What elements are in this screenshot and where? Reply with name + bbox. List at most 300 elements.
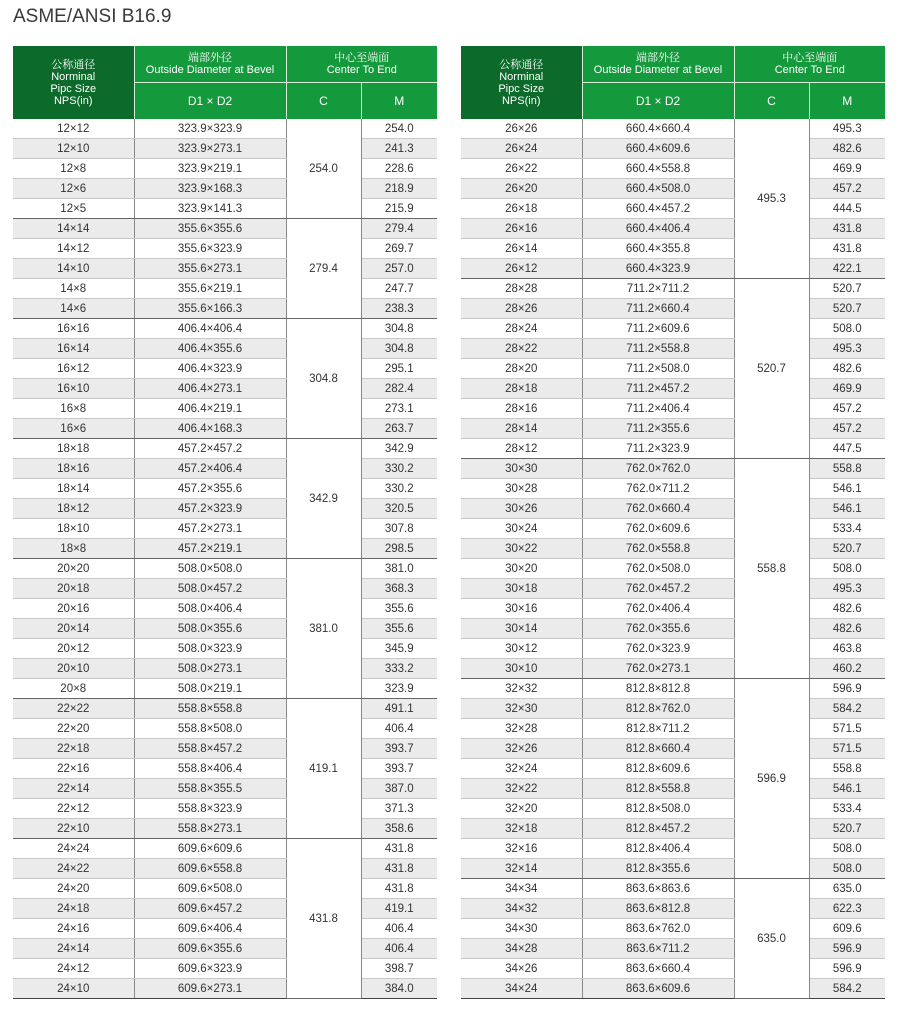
nps-cell: 34×32 (461, 899, 582, 919)
center-m-cell: 398.7 (361, 959, 437, 979)
outside-diameter-cell: 660.4×609.6 (582, 139, 734, 159)
outside-diameter-cell: 609.6×406.4 (134, 919, 286, 939)
center-m-cell: 431.8 (361, 859, 437, 879)
table-row (461, 799, 885, 819)
outside-diameter-cell: 762.0×711.2 (582, 479, 734, 499)
nps-cell: 12×8 (13, 159, 134, 179)
nps-cell: 28×16 (461, 399, 582, 419)
outside-diameter-cell: 660.4×508.0 (582, 179, 734, 199)
outside-diameter-cell: 558.8×406.4 (134, 759, 286, 779)
center-m-cell: 596.9 (809, 679, 885, 699)
table-row (13, 599, 437, 619)
outside-diameter-cell: 812.8×660.4 (582, 739, 734, 759)
nps-cell: 22×18 (13, 739, 134, 759)
center-m-cell: 596.9 (809, 939, 885, 959)
outside-diameter-cell: 609.6×609.6 (134, 839, 286, 859)
table-row (461, 819, 885, 839)
table-row (461, 119, 885, 139)
table-row (461, 899, 885, 919)
center-m-cell: 355.6 (361, 619, 437, 639)
table-row (461, 359, 885, 379)
center-m-cell: 330.2 (361, 459, 437, 479)
center-m-cell: 371.3 (361, 799, 437, 819)
outside-diameter-cell: 711.2×355.6 (582, 419, 734, 439)
nps-cell: 20×10 (13, 659, 134, 679)
table-row (13, 159, 437, 179)
center-c-cell: 596.9 (734, 679, 809, 879)
center-m-cell: 508.0 (809, 319, 885, 339)
center-m-cell: 345.9 (361, 639, 437, 659)
table-row (13, 759, 437, 779)
table-row (13, 779, 437, 799)
nps-cell: 28×12 (461, 439, 582, 459)
outside-diameter-cell: 762.0×406.4 (582, 599, 734, 619)
table-row (461, 879, 885, 899)
table-row (13, 359, 437, 379)
table-row (13, 679, 437, 699)
table-row (13, 699, 437, 719)
nps-cell: 26×24 (461, 139, 582, 159)
c-header: C (286, 83, 361, 120)
c-header: C (734, 83, 809, 120)
center-to-end-header-cn: 中心至端面 (334, 52, 390, 64)
table-row (13, 119, 437, 139)
outside-diameter-cell: 457.2×457.2 (134, 439, 286, 459)
nps-cell: 32×14 (461, 859, 582, 879)
table-row (13, 859, 437, 879)
table-row (461, 139, 885, 159)
center-m-cell: 457.2 (809, 419, 885, 439)
outside-diameter-cell: 609.6×508.0 (134, 879, 286, 899)
outside-diameter-cell: 660.4×660.4 (582, 119, 734, 139)
outside-diameter-cell: 457.2×219.1 (134, 539, 286, 559)
nps-cell: 24×10 (13, 979, 134, 999)
outside-diameter-cell: 812.8×762.0 (582, 699, 734, 719)
outside-diameter-cell: 457.2×406.4 (134, 459, 286, 479)
outside-diameter-cell: 711.2×558.8 (582, 339, 734, 359)
table-row (13, 559, 437, 579)
center-m-cell: 330.2 (361, 479, 437, 499)
center-m-cell: 546.1 (809, 499, 885, 519)
outside-diameter-cell: 609.6×355.6 (134, 939, 286, 959)
outside-diameter-cell: 660.4×323.9 (582, 259, 734, 279)
nps-cell: 30×10 (461, 659, 582, 679)
table-row (13, 259, 437, 279)
outside-diameter-cell: 762.0×558.8 (582, 539, 734, 559)
center-to-end-header-en: Center To End (326, 64, 397, 76)
center-m-cell: 457.2 (809, 179, 885, 199)
outside-diameter-cell: 558.8×457.2 (134, 739, 286, 759)
nps-cell: 34×34 (461, 879, 582, 899)
nps-cell: 32×18 (461, 819, 582, 839)
table-row (461, 319, 885, 339)
table-row (461, 479, 885, 499)
outside-diameter-cell: 762.0×355.6 (582, 619, 734, 639)
outside-diameter-cell: 711.2×609.6 (582, 319, 734, 339)
center-m-cell: 241.3 (361, 139, 437, 159)
center-to-end-header-cn: 中心至端面 (782, 52, 838, 64)
outside-diameter-cell: 508.0×457.2 (134, 579, 286, 599)
outside-diameter-cell: 711.2×323.9 (582, 439, 734, 459)
table-row (13, 539, 437, 559)
table-row (461, 339, 885, 359)
center-m-cell: 298.5 (361, 539, 437, 559)
nps-header-en2: Pipc Size (50, 82, 97, 95)
nps-cell: 20×8 (13, 679, 134, 699)
outside-diameter-cell: 355.6×219.1 (134, 279, 286, 299)
nps-cell: 12×12 (13, 119, 134, 139)
table-row (461, 159, 885, 179)
nps-cell: 18×18 (13, 439, 134, 459)
center-m-cell: 533.4 (809, 519, 885, 539)
od-header (134, 46, 286, 83)
center-m-cell: 320.5 (361, 499, 437, 519)
table-row (13, 839, 437, 859)
center-m-cell: 381.0 (361, 559, 437, 579)
outside-diameter-cell: 508.0×355.6 (134, 619, 286, 639)
table-row (461, 239, 885, 259)
outside-diameter-cell: 660.4×406.4 (582, 219, 734, 239)
table-row (13, 479, 437, 499)
outside-diameter-cell: 457.2×355.6 (134, 479, 286, 499)
nps-cell: 14×8 (13, 279, 134, 299)
outside-diameter-cell: 812.8×558.8 (582, 779, 734, 799)
center-m-cell: 393.7 (361, 739, 437, 759)
nps-header-en2: Pipc Size (498, 82, 545, 95)
table-row (461, 219, 885, 239)
outside-diameter-cell: 812.8×508.0 (582, 799, 734, 819)
outside-diameter-cell: 355.6×166.3 (134, 299, 286, 319)
center-m-cell: 520.7 (809, 299, 885, 319)
nps-cell: 26×26 (461, 119, 582, 139)
table-row (13, 899, 437, 919)
outside-diameter-cell: 863.6×609.6 (582, 979, 734, 999)
center-c-cell: 254.0 (286, 119, 361, 219)
nps-cell: 22×16 (13, 759, 134, 779)
table-row (13, 959, 437, 979)
nps-cell: 32×32 (461, 679, 582, 699)
center-m-cell: 304.8 (361, 319, 437, 339)
center-m-cell: 635.0 (809, 879, 885, 899)
center-c-cell: 381.0 (286, 559, 361, 699)
od-header-en: Outside Diameter at Bevel (593, 64, 723, 76)
od-header-cn: 端部外径 (636, 52, 680, 64)
outside-diameter-cell: 558.8×323.9 (134, 799, 286, 819)
outside-diameter-cell: 406.4×355.6 (134, 339, 286, 359)
table-row (13, 199, 437, 219)
nps-cell: 32×28 (461, 719, 582, 739)
table-row (461, 459, 885, 479)
center-m-cell: 469.9 (809, 379, 885, 399)
outside-diameter-cell: 762.0×457.2 (582, 579, 734, 599)
center-m-cell: 238.3 (361, 299, 437, 319)
nps-cell: 28×20 (461, 359, 582, 379)
nps-cell: 22×20 (13, 719, 134, 739)
outside-diameter-cell: 711.2×406.4 (582, 399, 734, 419)
center-m-cell: 508.0 (809, 859, 885, 879)
nps-cell: 20×16 (13, 599, 134, 619)
nps-cell: 26×22 (461, 159, 582, 179)
outside-diameter-cell: 863.6×711.2 (582, 939, 734, 959)
center-m-cell: 622.3 (809, 899, 885, 919)
outside-diameter-cell: 609.6×273.1 (134, 979, 286, 999)
nps-cell: 14×10 (13, 259, 134, 279)
center-m-cell: 279.4 (361, 219, 437, 239)
outside-diameter-cell: 812.8×355.6 (582, 859, 734, 879)
outside-diameter-cell: 812.8×711.2 (582, 719, 734, 739)
outside-diameter-cell: 762.0×762.0 (582, 459, 734, 479)
outside-diameter-cell: 711.2×660.4 (582, 299, 734, 319)
outside-diameter-cell: 863.6×863.6 (582, 879, 734, 899)
table-row (13, 379, 437, 399)
outside-diameter-cell: 812.8×406.4 (582, 839, 734, 859)
center-m-cell: 520.7 (809, 539, 885, 559)
table-row (461, 839, 885, 859)
nps-cell: 22×10 (13, 819, 134, 839)
center-m-cell: 508.0 (809, 839, 885, 859)
outside-diameter-cell: 457.2×323.9 (134, 499, 286, 519)
center-m-cell: 558.8 (809, 459, 885, 479)
center-c-cell: 431.8 (286, 839, 361, 999)
outside-diameter-cell: 609.6×558.8 (134, 859, 286, 879)
center-c-cell: 279.4 (286, 219, 361, 319)
center-m-cell: 491.1 (361, 699, 437, 719)
outside-diameter-cell: 863.6×660.4 (582, 959, 734, 979)
table-row (461, 599, 885, 619)
center-m-cell: 482.6 (809, 619, 885, 639)
table-row (461, 719, 885, 739)
center-m-cell: 469.9 (809, 159, 885, 179)
center-m-cell: 495.3 (809, 579, 885, 599)
nps-cell: 34×30 (461, 919, 582, 939)
nps-cell: 32×22 (461, 779, 582, 799)
nps-cell: 24×24 (13, 839, 134, 859)
nps-cell: 20×20 (13, 559, 134, 579)
outside-diameter-cell: 406.4×168.3 (134, 419, 286, 439)
center-m-cell: 355.6 (361, 599, 437, 619)
center-m-cell: 460.2 (809, 659, 885, 679)
table-row (13, 519, 437, 539)
m-header: M (809, 83, 885, 120)
center-m-cell: 558.8 (809, 759, 885, 779)
center-m-cell: 533.4 (809, 799, 885, 819)
nps-cell: 20×12 (13, 639, 134, 659)
center-m-cell: 520.7 (809, 279, 885, 299)
outside-diameter-cell: 508.0×273.1 (134, 659, 286, 679)
table-row (461, 299, 885, 319)
outside-diameter-cell: 558.8×273.1 (134, 819, 286, 839)
outside-diameter-cell: 355.6×323.9 (134, 239, 286, 259)
outside-diameter-cell: 660.4×457.2 (582, 199, 734, 219)
nps-cell: 30×20 (461, 559, 582, 579)
center-m-cell: 247.7 (361, 279, 437, 299)
nps-cell: 18×14 (13, 479, 134, 499)
outside-diameter-cell: 406.4×406.4 (134, 319, 286, 339)
center-m-cell: 228.6 (361, 159, 437, 179)
table-row (461, 639, 885, 659)
nps-cell: 32×16 (461, 839, 582, 859)
table-row (13, 819, 437, 839)
center-m-cell: 307.8 (361, 519, 437, 539)
center-m-cell: 257.0 (361, 259, 437, 279)
center-c-cell: 520.7 (734, 279, 809, 459)
center-c-cell: 342.9 (286, 439, 361, 559)
nps-header-en3: NPS(in) (53, 94, 93, 107)
table-row (13, 399, 437, 419)
outside-diameter-cell: 355.6×355.6 (134, 219, 286, 239)
table-row (461, 919, 885, 939)
outside-diameter-cell: 762.0×323.9 (582, 639, 734, 659)
table-row (461, 179, 885, 199)
center-m-cell: 387.0 (361, 779, 437, 799)
center-to-end-header (286, 46, 437, 83)
nps-cell: 24×18 (13, 899, 134, 919)
table-row (461, 979, 885, 999)
table-row (461, 559, 885, 579)
table-row (461, 499, 885, 519)
center-m-cell: 333.2 (361, 659, 437, 679)
center-m-cell: 254.0 (361, 119, 437, 139)
nps-header-cn: 公称通径 (499, 58, 544, 71)
center-m-cell: 406.4 (361, 719, 437, 739)
outside-diameter-cell: 558.8×355.5 (134, 779, 286, 799)
nps-header (461, 46, 582, 119)
table-row (461, 679, 885, 699)
table-row (461, 519, 885, 539)
center-to-end-header-en: Center To End (774, 64, 845, 76)
center-m-cell: 406.4 (361, 939, 437, 959)
table-row (461, 419, 885, 439)
outside-diameter-cell: 508.0×508.0 (134, 559, 286, 579)
center-m-cell: 482.6 (809, 139, 885, 159)
nps-cell: 14×6 (13, 299, 134, 319)
nps-cell: 16×16 (13, 319, 134, 339)
od-header-en: Outside Diameter at Bevel (145, 64, 275, 76)
table-row (461, 659, 885, 679)
center-m-cell: 463.8 (809, 639, 885, 659)
nps-cell: 12×5 (13, 199, 134, 219)
outside-diameter-cell: 508.0×323.9 (134, 639, 286, 659)
table-row (461, 399, 885, 419)
center-m-cell: 457.2 (809, 399, 885, 419)
nps-cell: 30×26 (461, 499, 582, 519)
center-c-cell: 419.1 (286, 699, 361, 839)
center-c-cell: 558.8 (734, 459, 809, 679)
table-row (13, 339, 437, 359)
center-m-cell: 482.6 (809, 359, 885, 379)
table-row (13, 639, 437, 659)
nps-cell: 32×30 (461, 699, 582, 719)
nps-cell: 16×10 (13, 379, 134, 399)
outside-diameter-cell: 323.9×273.1 (134, 139, 286, 159)
nps-cell: 28×24 (461, 319, 582, 339)
outside-diameter-cell: 323.9×141.3 (134, 199, 286, 219)
nps-cell: 16×8 (13, 399, 134, 419)
center-m-cell: 571.5 (809, 739, 885, 759)
m-header: M (361, 83, 437, 120)
outside-diameter-cell: 812.8×609.6 (582, 759, 734, 779)
center-m-cell: 546.1 (809, 479, 885, 499)
od-header (582, 46, 734, 83)
nps-cell: 28×22 (461, 339, 582, 359)
nps-cell: 28×18 (461, 379, 582, 399)
nps-cell: 16×12 (13, 359, 134, 379)
table-row (13, 739, 437, 759)
center-m-cell: 273.1 (361, 399, 437, 419)
outside-diameter-cell: 762.0×273.1 (582, 659, 734, 679)
outside-diameter-cell: 711.2×711.2 (582, 279, 734, 299)
outside-diameter-cell: 762.0×609.6 (582, 519, 734, 539)
outside-diameter-cell: 323.9×168.3 (134, 179, 286, 199)
center-m-cell: 269.7 (361, 239, 437, 259)
outside-diameter-cell: 323.9×323.9 (134, 119, 286, 139)
table-row (461, 859, 885, 879)
nps-cell: 12×10 (13, 139, 134, 159)
center-m-cell: 431.8 (809, 239, 885, 259)
center-m-cell: 431.8 (361, 879, 437, 899)
nps-cell: 32×20 (461, 799, 582, 819)
outside-diameter-cell: 863.6×812.8 (582, 899, 734, 919)
outside-diameter-cell: 711.2×457.2 (582, 379, 734, 399)
outside-diameter-cell: 609.6×323.9 (134, 959, 286, 979)
center-m-cell: 520.7 (809, 819, 885, 839)
nps-cell: 32×26 (461, 739, 582, 759)
outside-diameter-cell: 812.8×812.8 (582, 679, 734, 699)
nps-cell: 30×22 (461, 539, 582, 559)
nps-cell: 26×18 (461, 199, 582, 219)
outside-diameter-cell: 508.0×406.4 (134, 599, 286, 619)
nps-header (13, 46, 134, 119)
reducer-table-left (13, 46, 437, 999)
table-row (13, 799, 437, 819)
center-m-cell: 282.4 (361, 379, 437, 399)
reducer-table-right-body (461, 119, 885, 999)
center-c-cell: 304.8 (286, 319, 361, 439)
nps-cell: 30×14 (461, 619, 582, 639)
nps-cell: 16×6 (13, 419, 134, 439)
table-row (13, 579, 437, 599)
nps-cell: 30×16 (461, 599, 582, 619)
nps-cell: 28×28 (461, 279, 582, 299)
nps-cell: 14×12 (13, 239, 134, 259)
center-m-cell: 609.6 (809, 919, 885, 939)
outside-diameter-cell: 558.8×558.8 (134, 699, 286, 719)
outside-diameter-cell: 406.4×323.9 (134, 359, 286, 379)
center-m-cell: 393.7 (361, 759, 437, 779)
nps-cell: 34×28 (461, 939, 582, 959)
nps-cell: 26×20 (461, 179, 582, 199)
center-m-cell: 215.9 (361, 199, 437, 219)
table-row (461, 259, 885, 279)
table-row (461, 759, 885, 779)
outside-diameter-cell: 508.0×219.1 (134, 679, 286, 699)
od-header-cn: 端部外径 (188, 52, 232, 64)
nps-cell: 24×12 (13, 959, 134, 979)
center-m-cell: 358.6 (361, 819, 437, 839)
outside-diameter-cell: 558.8×508.0 (134, 719, 286, 739)
center-m-cell: 422.1 (809, 259, 885, 279)
center-m-cell: 508.0 (809, 559, 885, 579)
outside-diameter-cell: 609.6×457.2 (134, 899, 286, 919)
nps-cell: 18×8 (13, 539, 134, 559)
table-row (13, 439, 437, 459)
center-m-cell: 584.2 (809, 979, 885, 999)
d1-d2-header: D1 × D2 (582, 83, 734, 120)
center-m-cell: 304.8 (361, 339, 437, 359)
table-row (461, 939, 885, 959)
center-m-cell: 584.2 (809, 699, 885, 719)
outside-diameter-cell: 762.0×660.4 (582, 499, 734, 519)
